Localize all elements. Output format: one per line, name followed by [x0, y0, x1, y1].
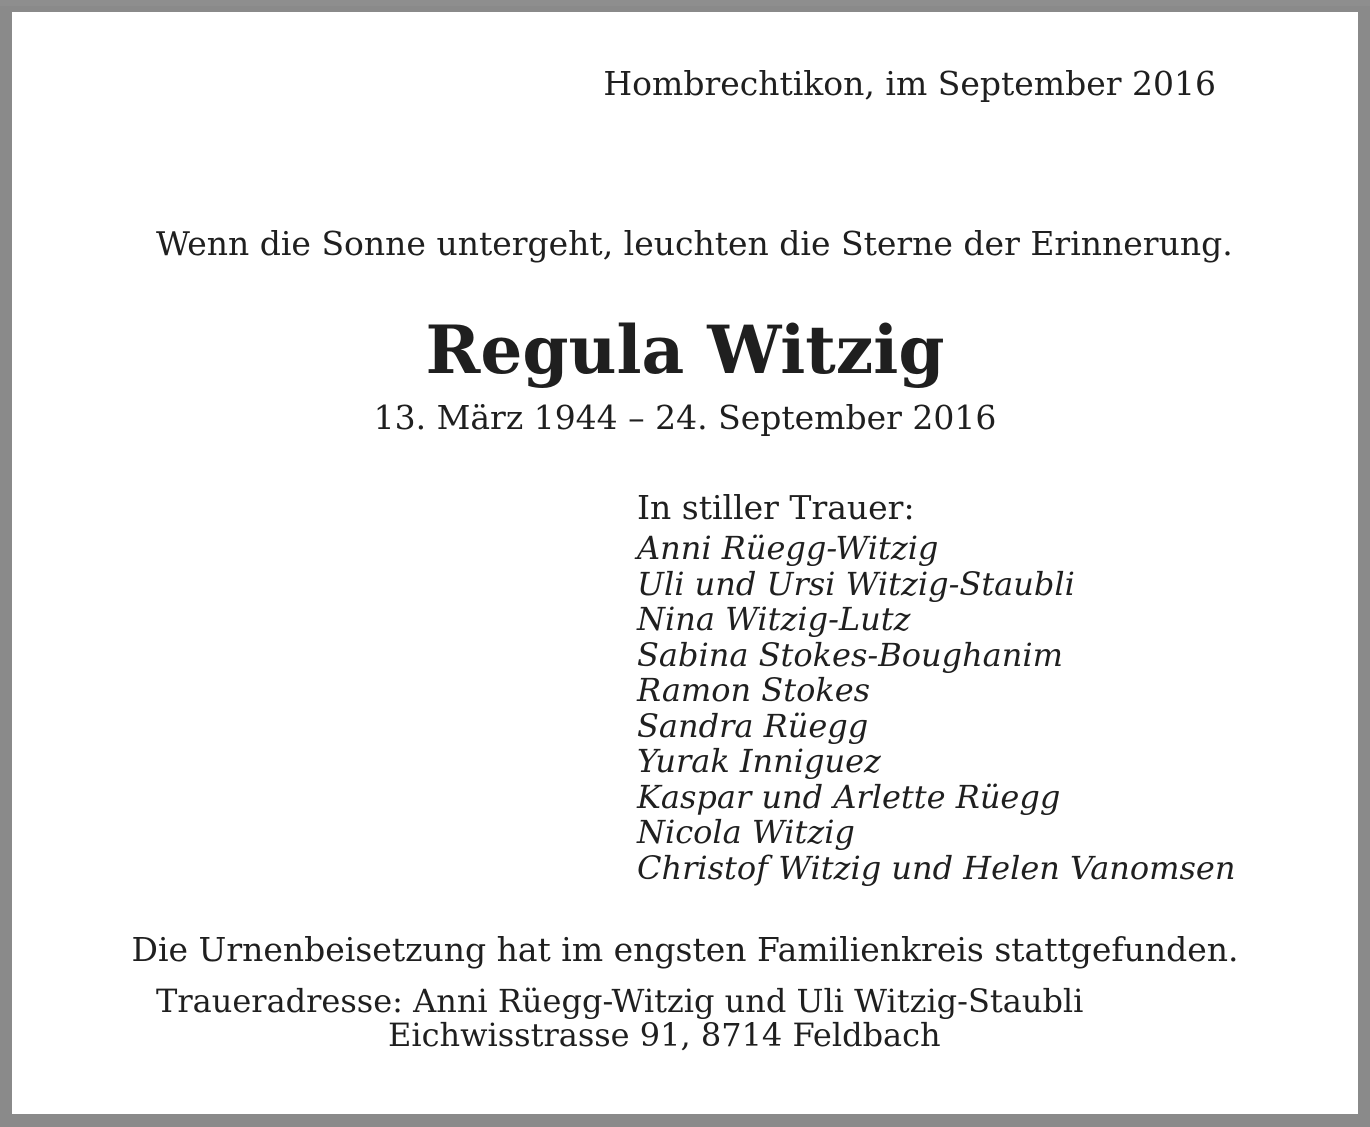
memorial-quote: Wenn die Sonne untergeht, leuchten die Sterne der Erinnerung.	[156, 224, 1233, 263]
mourner-name: Sabina Stokes-Boughanim	[637, 635, 1063, 674]
mourner-name: Uli und Ursi Witzig-Staubli	[637, 564, 1075, 603]
mourners-list	[637, 531, 1235, 886]
mourner-name: Ramon Stokes	[637, 671, 871, 709]
deceased-name: Regula Witzig	[425, 311, 945, 389]
mourner-name: Yurak Inniguez	[637, 742, 881, 780]
mourner-name: Nina Witzig-Lutz	[637, 600, 911, 638]
mourner-name: Kaspar und Arlette Rüegg	[637, 777, 1061, 816]
life-dates: 13. März 1944 – 24. September 2016	[373, 398, 997, 437]
burial-note: Die Urnenbeisetzung hat im engsten Familienkreis stattgefunden.	[131, 930, 1239, 969]
top-border	[0, 0, 1370, 6]
mourning-heading: In stiller Trauer:	[637, 488, 915, 527]
mourner-name: Anni Rüegg-Witzig	[637, 529, 939, 567]
mourner-name: Sandra Rüegg	[637, 706, 869, 745]
dateline: Hombrechtikon, im September 2016	[603, 64, 1216, 103]
obituary-notice	[12, 12, 1358, 1114]
mourner-name: Nicola Witzig	[637, 813, 855, 851]
mourning-address-line-2: Eichwisstrasse 91, 8714 Feldbach	[388, 1016, 941, 1054]
mourner-name: Christof Witzig und Helen Vanomsen	[637, 848, 1236, 887]
mourning-address-line-1: Traueradresse: Anni Rüegg-Witzig und Uli Witzig-Staubli	[156, 982, 1084, 1020]
